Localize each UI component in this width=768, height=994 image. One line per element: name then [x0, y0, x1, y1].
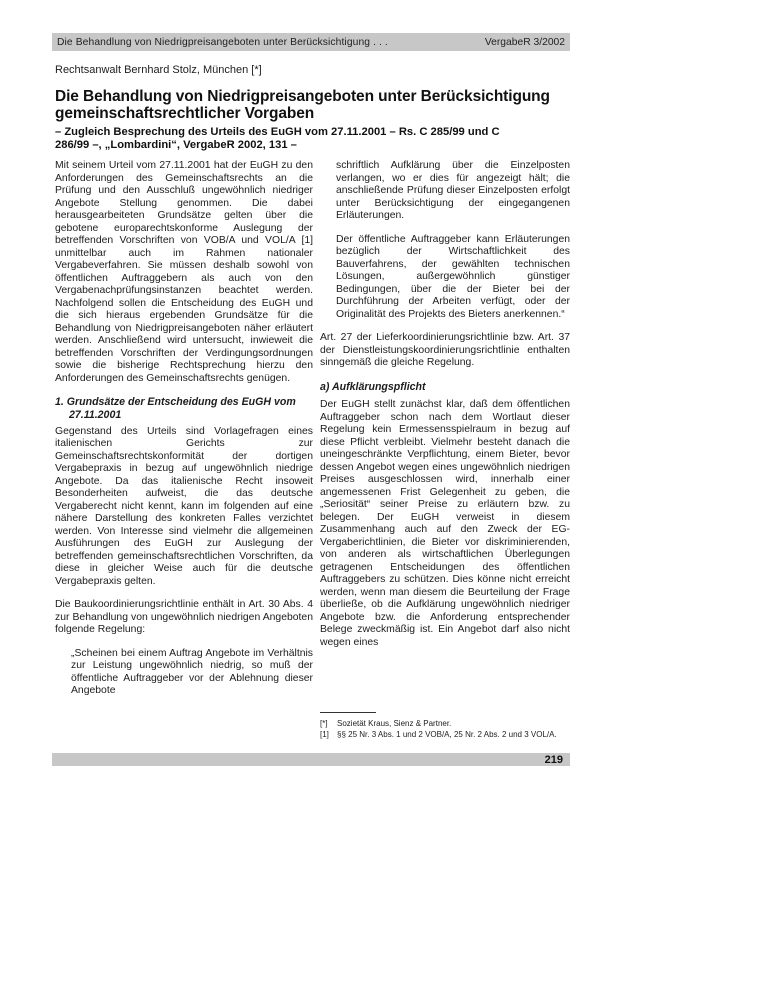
subsection-a-paragraph: Der EuGH stellt zunächst klar, daß dem öffentlichen Auftraggeber schon nach dem Wortlaut dieser Regelung kein Ermessensspielraum in bezug auf diese Pflicht verbleibt. Vielmehr besteht danach die uneingeschränkte Verpflichtung, einem Bieter, bevor dessen Angebot wegen eines ungewöhnlich niedrigen Preises ausgeschlossen wird, innerhalb einer angemessenen Frist Gelegenheit zu geben, die „Seriosität“ seiner Preise zu erläutern bzw. zu belegen. Der EuGH verweist in diesem Zusammenhang auch auf den Zweck der EG-Vergaberichtlinien, die Bieter vor diskriminierenden, von anderen als wirtschaftlichen Überlegungen getragenen Entscheidungen des öffentlichen Auftraggebers zu schützen. Dies könne nicht erreicht werden, wenn man diesem die Beurteilung der Frage überließe, ob die Aufklärung ungewöhnlich niedriger Angebote bzw. die Anforderung entsprechender Belege zweckmäßig ist. Ein Angebot darf also nicht wegen eines: [320, 399, 570, 648]
footnotes-block: [320, 712, 570, 740]
footnote-star: [320, 718, 570, 729]
block-quote-part-2: schriftlich Aufklärung über die Einzelposten verlangen, wo er dies für angezeigt hält; die anschließende Prüfung dieser Einzelposten erfolgt unter Berücksichtigung der eingegangenen Erläuterungen.: [336, 160, 570, 221]
page-number: 219: [544, 753, 563, 766]
article-subtitle: – Zugleich Besprechung des Urteils des EuGH vom 27.11.2001 – Rs. C 285/99 und C 286/99 –, „Lombardini“, VergabeR 2002, 131 –: [55, 126, 500, 151]
article-title: Die Behandlung von Niedrigpreisangeboten unter Berücksichtigung gemeinschaftsrechtlicher Vorgaben: [55, 88, 550, 122]
left-column: [55, 160, 313, 754]
baukoordinierung-paragraph: Die Baukoordinierungsrichtlinie enthält in Art. 30 Abs. 4 zur Behandlung von ungewöhnlich niedrigen Angeboten folgende Regelung:: [55, 599, 313, 636]
subsection-a-heading: a) Aufklärungspflicht: [320, 380, 426, 393]
journal-reference: VergabeR 3/2002: [484, 36, 565, 48]
intro-paragraph: Mit seinem Urteil vom 27.11.2001 hat der EuGH zu den Anforderungen des Gemeinschaftsrechts an die Prüfung und den Ausschluß ungewöhnlich niedriger Angebote Stellung genommen. Die dabei herausgearbeiteten Grundsätze gelten über die gebotene europarechtskonforme Auslegung der betreffenden Vorschriften von VOB/A und VOL/A [1] unmittelbar auch im Rahmen nationaler Vergabeverfahren. Sie müssen deshalb sowohl von öffentlichen Auftraggebern als auch von den Vergabenachprüfungsinstanzen beachtet werden. Nachfolgend sollen die Entscheidung des EuGH und die sich hieraus ergebenden Grundsätze für die Behandlung von Niedrigpreisangeboten näher erläutert werden. Anschließend wird untersucht, inwieweit die betreffenden Vorschriften der Verdingungsordnungen sowie die bisherige Rechtsprechung hierzu den Anforderungen des Gemeinschaftsrechts genügen.: [55, 160, 313, 384]
footnote-1: [320, 729, 570, 740]
section-1-paragraph: Gegenstand des Urteils sind Vorlagefragen eines italienischen Gerichts zur Gemeinschaftsrechtskonformität der dortigen Vergabepraxis in bezug auf ungewöhnlich niedrige Angebote. Da das italienische Recht insoweit Besonderheiten aufweist, die das deutsche Vergaberecht nicht kennt, kann im folgenden auf eine nähere Darstellung des konkreten Falles verzichtet werden. Von Interesse sind vielmehr die allgemeinen Ausführungen des EuGH zur Auslegung der betreffenden gemeinschaftsrechtlichen Vorschriften, da diese in gleicher Weise auch für die deutsche Vergabepraxis gelten.: [55, 425, 313, 587]
footnote-star-text: Sozietät Kraus, Sienz & Partner.: [337, 719, 452, 728]
section-1-heading: 1. Grundsätze der Entscheidung des EuGH vom 27.11.2001: [55, 396, 296, 421]
footnote-separator-rule: [320, 712, 376, 713]
page-footer-bar: [52, 753, 570, 766]
running-title: Die Behandlung von Niedrigpreisangeboten unter Berücksichtigung . . .: [57, 36, 388, 48]
footnote-star-marker: [*]: [320, 719, 328, 728]
richtlinien-paragraph: Art. 27 der Lieferkoordinierungsrichtlinie bzw. Art. 37 der Dienstleistungskoordinierungsrichtlinie enthalten sinngemäß die gleiche Regelung.: [320, 332, 570, 368]
block-quote-part-3: Der öffentliche Auftraggeber kann Erläuterungen bezüglich der Wirtschaftlichkeit des Bauverfahrens, der gewählten technischen Lösungen, außergewöhnlich günstiger Bedingungen, über die der Bieter bei der Durchführung der Arbeiten verfügt, oder der Originalität des Projekts des Bieters anerkennen.“: [336, 233, 570, 320]
right-column: [320, 160, 570, 754]
footnote-1-marker: [1]: [320, 730, 329, 739]
footnote-1-text: §§ 25 Nr. 3 Abs. 1 und 2 VOB/A, 25 Nr. 2 Abs. 2 und 3 VOL/A.: [337, 730, 557, 739]
author-line: Rechtsanwalt Bernhard Stolz, München [*]: [55, 64, 262, 76]
block-quote-part-1: „Scheinen bei einem Auftrag Angebote im Verhältnis zur Leistung ungewöhnlich niedrig, so muß der öffentliche Auftraggeber vor der Ablehnung dieser Angebote: [71, 647, 313, 697]
two-column-body: [55, 160, 570, 754]
page-header-bar: [52, 33, 570, 51]
